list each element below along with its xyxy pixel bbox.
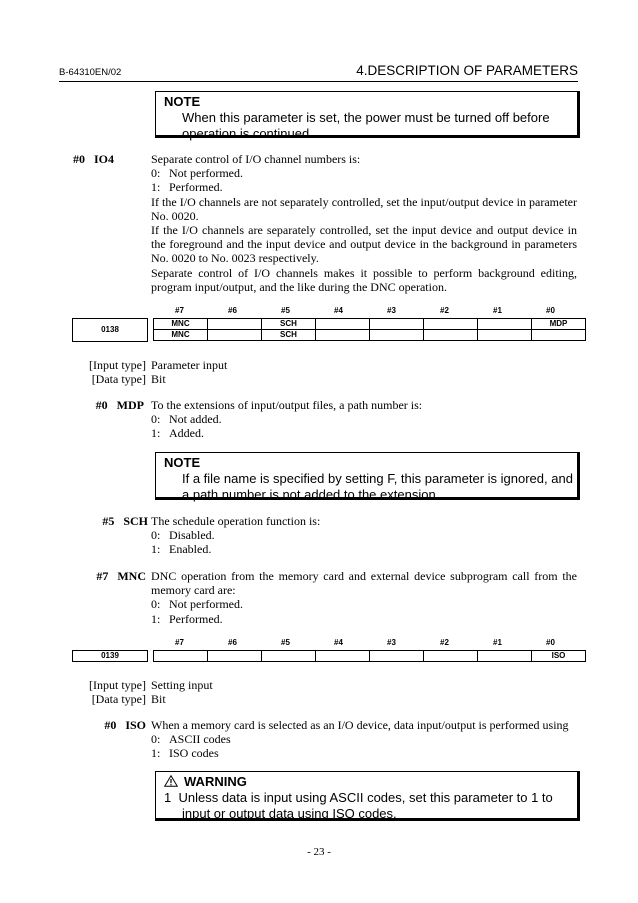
- iso-lead: When a memory card is selected as an I/O device, data input/output is performed using: [151, 718, 569, 732]
- input-type-label: [Input type]: [89, 678, 146, 692]
- input-type-value: Parameter input: [151, 358, 228, 372]
- page-number: - 23 -: [307, 846, 331, 858]
- data-type-value: Bit: [151, 692, 166, 706]
- bit-header: #1: [493, 638, 502, 647]
- bit-label-sch: #5 SCH: [102, 514, 148, 528]
- bit-label-io4: #0 IO4: [72, 152, 114, 166]
- bit-cell: [424, 319, 478, 330]
- bit-cell: [208, 319, 262, 330]
- bit-header: #4: [334, 638, 343, 647]
- data-type-value: Bit: [151, 372, 166, 386]
- bit-label-iso: #0 ISO: [104, 718, 146, 732]
- bit-headers: [153, 306, 578, 318]
- bit-header: #7: [175, 638, 184, 647]
- mnc-option-1: 1: Performed.: [151, 611, 223, 626]
- mdp-lead: To the extensions of input/output files, a path number is:: [151, 398, 423, 412]
- mnc-lead: DNC operation from the memory card and external device subprogram call from the memory card are:: [151, 569, 577, 598]
- bit-cell: MDP: [532, 319, 586, 330]
- bit-header: #2: [440, 638, 449, 647]
- bit-cell: [208, 651, 262, 662]
- bit-header: #3: [387, 306, 396, 315]
- bit-header: #6: [228, 306, 237, 315]
- iso-option-1: 1: ISO codes: [151, 746, 219, 761]
- bit-headers: [153, 638, 578, 650]
- data-type-label: [Data type]: [91, 372, 146, 386]
- iso-description: [151, 718, 577, 761]
- mdp-option-0: 0: Not added.: [151, 412, 222, 427]
- bit-label-mdp: #0 MDP: [95, 398, 144, 412]
- warning-box: [155, 771, 580, 821]
- header-rule: [59, 81, 578, 82]
- warning-line: input or output data using ISO codes.: [182, 806, 397, 821]
- io4-para-2: If the I/O channels are separately controlled, set the input device and output device in the foreground and the input device and output device in the background in parameters No. 0020 to No. 0023 respectively.: [151, 223, 577, 266]
- bit-cell: [370, 651, 424, 662]
- data-type-label: [Data type]: [91, 692, 146, 706]
- table-row: [154, 330, 586, 341]
- io4-option-0: 0: Not performed.: [151, 166, 243, 181]
- warning-triangle-icon: [164, 775, 178, 787]
- bit-header: #3: [387, 638, 396, 647]
- mdp-option-1: 1: Added.: [151, 426, 204, 441]
- note-line: If a file name is specified by setting F, this parameter is ignored, and: [182, 471, 573, 486]
- bit-cell: [316, 651, 370, 662]
- param-bits-grid: [153, 318, 586, 341]
- note-line: When this parameter is set, the power must be turned off before: [182, 110, 550, 125]
- input-type-value: Setting input: [151, 678, 213, 692]
- bit-header: #5: [281, 306, 290, 315]
- bit-header: #0: [546, 638, 555, 647]
- mdp-description: [151, 398, 577, 441]
- io4-description: [151, 152, 577, 294]
- warning-line: 1 Unless data is input using ASCII codes, set this parameter to 1 to: [164, 790, 553, 805]
- mnc-description: [151, 569, 577, 626]
- note-title: NOTE: [164, 455, 201, 470]
- bit-cell: [208, 330, 262, 341]
- param-number: 0139: [72, 650, 148, 662]
- note-box-power: [155, 91, 580, 141]
- bit-header: #6: [228, 638, 237, 647]
- note-box-extension: [155, 452, 580, 500]
- bit-label-mnc: #7 MNC: [96, 569, 146, 583]
- bit-cell: [478, 319, 532, 330]
- io4-para-1: If the I/O channels are not separately controlled, set the input/output device in parameter No. 0020.: [151, 194, 577, 223]
- bit-cell: [370, 330, 424, 341]
- sch-option-0: 0: Disabled.: [151, 528, 215, 543]
- io4-para-3: Separate control of I/O channels makes it possible to perform background editing, program input/output, and the like during the DNC operation.: [151, 265, 577, 294]
- bit-cell: [532, 330, 586, 341]
- bit-cell: [370, 319, 424, 330]
- bit-cell: MNC: [154, 319, 208, 330]
- bit-cell: [154, 651, 208, 662]
- bit-cell: [262, 651, 316, 662]
- io4-option-1: 1: Performed.: [151, 180, 223, 195]
- param-number: 0138: [72, 318, 148, 342]
- bit-cell: [316, 319, 370, 330]
- bit-cell: [316, 330, 370, 341]
- table-row: [154, 319, 586, 330]
- warning-title: WARNING: [164, 774, 577, 790]
- bit-cell: SCH: [262, 319, 316, 330]
- bit-header: #0: [546, 306, 555, 315]
- bit-cell: [478, 651, 532, 662]
- bit-cell: [478, 330, 532, 341]
- note-line: operation is continued.: [182, 126, 313, 141]
- table-row: [154, 651, 586, 662]
- io4-lead: Separate control of I/O channel numbers is:: [151, 152, 361, 166]
- note-title: NOTE: [164, 94, 201, 109]
- bit-header: #4: [334, 306, 343, 315]
- sch-lead: The schedule operation function is:: [151, 514, 321, 528]
- section-title: 4.DESCRIPTION OF PARAMETERS: [356, 63, 578, 78]
- bit-cell: ISO: [532, 651, 586, 662]
- bit-cell: SCH: [262, 330, 316, 341]
- note-line: a path number is not added to the extension.: [182, 487, 440, 502]
- bit-cell: MNC: [154, 330, 208, 341]
- bit-cell: [424, 330, 478, 341]
- bit-cell: [424, 651, 478, 662]
- bit-header: #2: [440, 306, 449, 315]
- mnc-option-0: 0: Not performed.: [151, 597, 243, 612]
- iso-option-0: 0: ASCII codes: [151, 732, 231, 747]
- sch-option-1: 1: Enabled.: [151, 542, 212, 557]
- sch-description: [151, 514, 577, 557]
- bit-header: #5: [281, 638, 290, 647]
- param-bits-grid: [153, 650, 586, 662]
- bit-header: #7: [175, 306, 184, 315]
- document-id: B-64310EN/02: [59, 67, 122, 78]
- bit-header: #1: [493, 306, 502, 315]
- input-type-label: [Input type]: [89, 358, 146, 372]
